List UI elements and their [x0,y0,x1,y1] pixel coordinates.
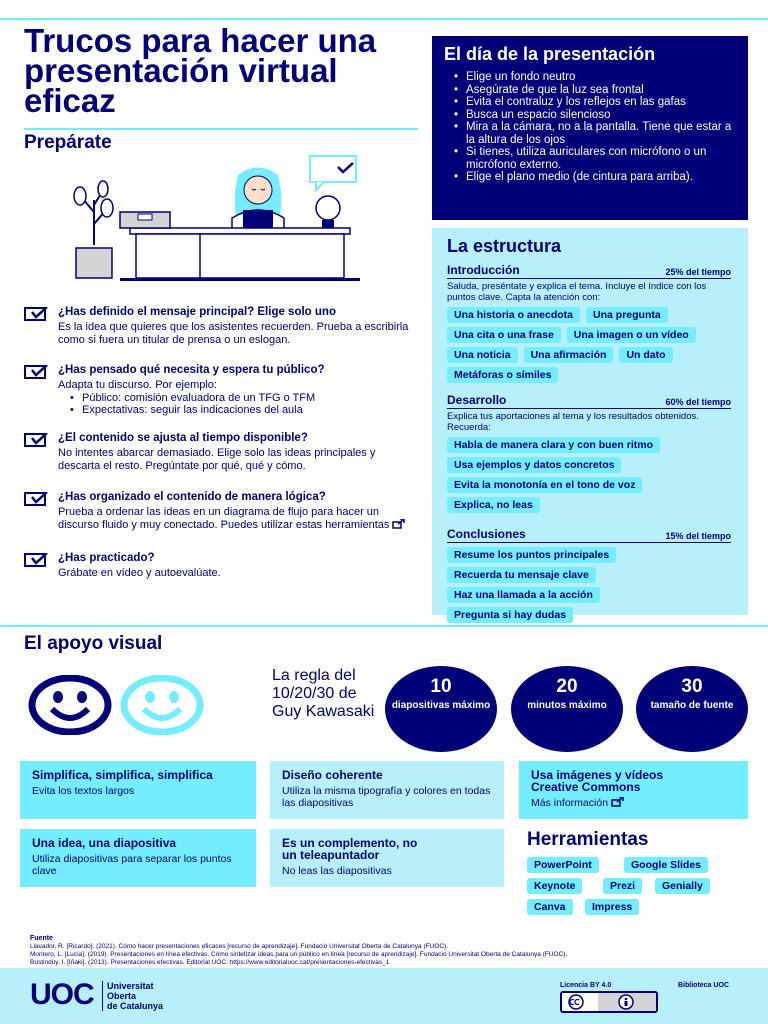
university-name [102,981,163,1011]
card-one-idea [20,829,256,887]
license-text: Licencia BY 4.0 [560,982,612,989]
tag: Un dato [619,347,672,363]
card-creative-commons [519,761,748,819]
card-title: Simplifica, simplifica, simplifica [32,768,213,782]
checklist-question: ¿Has pensado qué necesita y espera tu público? [58,364,325,376]
tool-tag: PowerPoint [527,857,599,873]
tool-tag: Prezi [603,878,642,894]
rule-circle-slides [385,666,497,752]
tag: Pregunta si hay dudas [447,607,573,623]
checklist-item-practice [24,552,414,580]
checklist-question: ¿Has practicado? [58,552,155,564]
day-list [444,71,736,184]
tag: Una afirmación [524,347,614,363]
checklist-text: Es la idea que quieres que los asistentes recuerden. Prueba a escribirla como si fuera un titular de prensa o un eslogan. [58,321,409,346]
checklist-item-audience [24,364,414,417]
checkbox-check-icon [24,307,48,321]
day-item: • Asegúrate de que la luz sea frontal [444,84,736,97]
rule-label: minutos máximo [527,700,607,711]
development-header [447,393,731,409]
top-divider [0,18,768,20]
card-text: Utiliza diapositivas para separar los puntos clave [32,853,232,877]
intro-tags [447,307,733,383]
checklist-lead: Adapta tu discurso. Por ejemplo: [58,379,217,391]
rule-text: La regla del 10/20/30 de Guy Kawasaki [272,667,375,720]
tag: Una historia o anecdota [447,307,580,323]
card-text: Evita los textos largos [32,785,135,797]
card-title: Es un complemento, no un teleapuntador [282,836,418,862]
day-item: • Evita el contraluz y los reflejos en las gafas [444,96,736,109]
checkbox-check-icon [24,365,48,379]
creative-commons-badge-icon[interactable] [560,991,658,1013]
checklist-item-organize [24,491,414,531]
smiley-light-icon [120,675,204,735]
university-name-line: Universitat [107,981,154,991]
day-item: • Elige el plano medio (de cintura para arriba). [444,171,736,184]
tool-tag: Genially [655,878,710,894]
development-percent: 60% del tiempo [665,397,731,407]
card-title: Una idea, una diapositiva [32,836,177,850]
checklist-text: No intentes abarcar demasiado. Elige solo las ideas principales y descarta el resto. Pregúntate por qué, qué y cómo. [58,447,376,472]
checkbox-check-icon [24,433,48,447]
day-item: • Mira a la cámara, no a la pantalla. Tiene que estar a la altura de los ojos [444,121,736,146]
uoc-logo: UOC [30,978,94,1011]
card-complement [270,829,504,887]
day-heading: El día de la presentación [444,44,656,64]
rule-label: tamaño de fuente [650,700,734,711]
checklist-text [58,379,414,417]
rule-circle-font [636,666,748,752]
checklist-item-time [24,432,414,472]
rule-number: 20 [556,676,578,697]
tag: Haz una llamada a la acción [447,587,600,603]
checklist-question: ¿El contenido se ajusta al tiempo disponible? [58,432,308,444]
tools-heading: Herramientas [527,829,649,850]
intro-description: Saluda, preséntate y explica el tema. Incluye el índice con los puntos clave. Capta la atención con: [447,281,707,303]
tag: Evita la monotonía en el tono de voz [447,477,642,493]
tag: Una pregunta [586,307,668,323]
source-line: Llavador, R. [Ricardo]. (2021). Cómo hacer presentaciones eficaces [recurso de aprendizaje]. Fundació Universitat Oberta de Catalunya (FUOC). [30,943,449,950]
tag: Resume los puntos principales [447,547,616,563]
checklist-body: Prueba a ordenar las ideas en un diagrama de flujo para hacer un discurso fluido y muy conectado. Puedes utilizar estas herramientas [58,506,390,531]
checklist-text [58,506,414,531]
structure-heading: La estructura [447,236,562,256]
external-link-icon[interactable] [611,797,625,807]
tool-tag: Impress [585,899,639,915]
university-name-line: de Catalunya [107,1001,164,1011]
rule-number: 30 [681,676,703,697]
tag: Usa ejemplos y datos concretos [447,457,621,473]
tag: Una noticia [447,347,518,363]
tool-tag: Google Slides [624,857,708,873]
card-design [270,761,504,819]
development-title: Desarrollo [447,393,507,407]
day-item: • Busca un espacio silencioso [444,109,736,122]
bullet: • Expectativas: seguir las indicaciones del aula [66,404,414,417]
rule-circle-minutes [511,666,623,752]
prepare-heading: Prepárate [24,132,112,153]
structure-panel [432,228,748,621]
card-simplify [20,761,256,819]
university-name-line: Oberta [107,991,137,1001]
tag: Una imagen o un vídeo [567,327,696,343]
conclusions-header [447,527,731,543]
page-title: Trucos para hacer una presentación virtual eficaz [24,22,377,119]
checklist-item-message [24,306,414,346]
checklist-question: ¿Has definido el mensaje principal? Elige solo uno [58,306,336,318]
tool-tag: Canva [527,899,573,915]
tag: Metáforas o símiles [447,367,558,383]
library-text: Biblioteca UOC [678,982,729,989]
development-tags [447,437,733,513]
day-item: • Si tienes, utiliza auriculares con micrófono o un micrófono externo. [444,146,736,171]
card-link[interactable] [531,797,736,809]
tag: Explica, no leas [447,497,540,513]
external-link-icon[interactable] [392,519,406,529]
tool-tag: Keynote [527,878,582,894]
card-title: Diseño coherente [282,768,383,782]
smiley-icon [28,675,112,735]
more-info-link[interactable]: Más información [531,797,609,809]
tag: Habla de manera clara y con buen ritmo [447,437,660,453]
intro-percent: 25% del tiempo [665,267,731,277]
checklist-bullets [66,392,414,417]
rule-number: 10 [430,676,452,697]
intro-title: Introducción [447,263,520,277]
card-title: Usa imágenes y vídeos Creative Commons [531,768,664,794]
checklist-text: Grábate en vídeo y autoevalúate. [58,567,221,579]
development-description: Explica tus aportaciones al tema y los resultados obtenidos. Recuerda: [447,411,699,433]
source-line: Montero, L. [Lucía]. (2019). Presentaciones en línea efectivas. Cómo sintetizar ideas para un público en línea [recurso de aprendizaje]. Fundació Universitat Oberta de Catalunya (FUOC). [30,951,568,958]
checkbox-check-icon [24,553,48,567]
presenter-illustration [60,150,370,285]
bullet: • Público: comisión evaluadora de un TFG o TFM [66,392,414,405]
day-of-presentation-panel [432,36,748,220]
intro-header [447,263,731,279]
sources-heading: Fuente [30,935,53,942]
conclusions-title: Conclusiones [447,527,526,541]
card-text: Utiliza la misma tipografía y colores en todas las diapositivas [282,785,491,809]
visual-support-heading: El apoyo visual [24,633,163,654]
tag: Una cita o una frase [447,327,561,343]
checklist-question: ¿Has organizado el contenido de manera lógica? [58,491,326,503]
title-divider [24,128,418,130]
section-divider [0,625,768,627]
card-text: No leas las diapositivas [282,865,392,877]
conclusions-percent: 15% del tiempo [665,531,731,541]
checkbox-check-icon [24,492,48,506]
rule-label: diapositivas máximo [391,700,491,711]
conclusions-tags [447,547,733,623]
sources [30,935,730,967]
day-item: • Elige un fondo neutro [444,71,736,84]
source-line[interactable]: Bustinduy, I. [Iñaki]. (2013). Presentaciones efectivas. Editorial UOC. https://www.editorialuoc.cat/presentaciones-efectivas_1 [30,959,390,966]
tag: Recuerda tu mensaje clave [447,567,596,583]
